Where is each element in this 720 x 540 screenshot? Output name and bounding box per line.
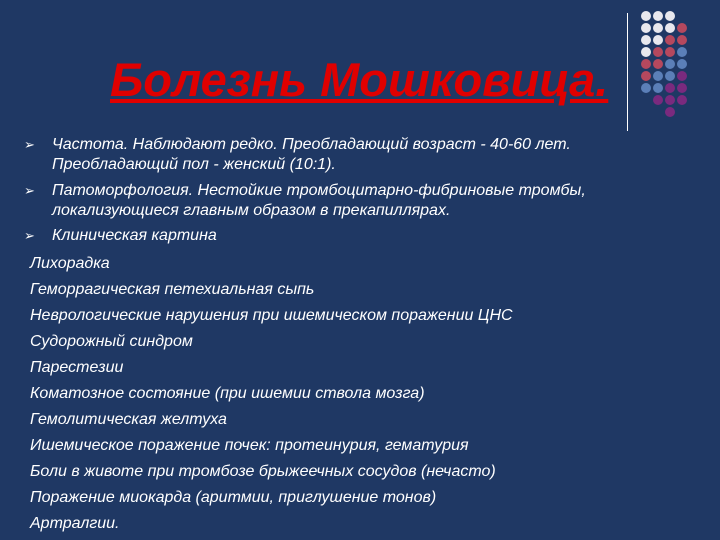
decorative-dot — [641, 59, 651, 69]
decorative-dot — [677, 23, 687, 33]
decorative-dot — [653, 47, 663, 57]
decorative-dot — [665, 95, 675, 105]
decorative-dot — [665, 59, 675, 69]
decorative-dot — [665, 35, 675, 45]
decorative-dot — [653, 83, 663, 93]
decorative-dot — [665, 107, 675, 117]
decorative-dot — [665, 23, 675, 33]
decorative-dot — [641, 11, 651, 21]
decorative-dot — [677, 59, 687, 69]
decorative-dot — [665, 47, 675, 57]
list-line: Парестезии — [30, 359, 124, 376]
decorative-dot — [677, 83, 687, 93]
decorative-dot-grid — [641, 11, 720, 121]
decorative-dot — [641, 23, 651, 33]
decorative-dot — [641, 35, 651, 45]
list-line: Геморрагическая петехиальная сыпь — [30, 281, 315, 298]
decorative-dot — [653, 95, 663, 105]
decorative-dot — [653, 23, 663, 33]
slide-title: Болезнь Мошковица. — [110, 53, 609, 106]
arrow-bullet-icon: ➢ — [24, 228, 35, 243]
decorative-dot — [653, 11, 663, 21]
decorative-dot — [641, 47, 651, 57]
decorative-dot — [641, 71, 651, 81]
decorative-dot — [677, 35, 687, 45]
decorative-dot — [677, 47, 687, 57]
list-line: Коматозное состояние (при ишемии ствола мозга) — [30, 385, 425, 402]
bullet-item — [24, 181, 690, 221]
bullet-item — [24, 135, 690, 175]
decorative-dot — [653, 59, 663, 69]
decorative-dot — [665, 71, 675, 81]
decorative-dot — [677, 71, 687, 81]
list-line: Артралгии. — [30, 515, 120, 532]
decorative-dot — [665, 11, 675, 21]
bullet-text: Патоморфология. Нестойкие тромбоцитарно-фибриновые тромбы, локализующиеся главным образом в прекапиллярах. — [52, 182, 586, 219]
bullet-text: Клиническая картина — [52, 227, 217, 244]
decorative-dot — [653, 71, 663, 81]
bullet-item — [24, 226, 690, 246]
list-line: Гемолитическая желтуха — [30, 411, 227, 428]
arrow-bullet-icon: ➢ — [24, 183, 35, 198]
title-divider-line — [627, 13, 628, 131]
decorative-dot — [665, 83, 675, 93]
decorative-dot — [641, 83, 651, 93]
list-line: Поражение миокарда (аритмии, приглушение тонов) — [30, 489, 437, 506]
bullet-text: Частота. Наблюдают редко. Преобладающий возраст - 40-60 лет. Преобладающий пол - женский (10:1). — [52, 136, 571, 173]
list-line: Ишемическое поражение почек: протеинурия, гематурия — [30, 437, 469, 454]
decorative-dot — [677, 95, 687, 105]
list-line: Лихорадка — [30, 255, 110, 272]
arrow-bullet-icon: ➢ — [24, 137, 35, 152]
list-line: Неврологические нарушения при ишемическом поражении ЦНС — [30, 307, 513, 324]
list-line: Судорожный синдром — [30, 333, 193, 350]
slide-body — [24, 135, 690, 537]
decorative-dot — [653, 35, 663, 45]
list-line: Боли в животе при тромбозе брыжеечных сосудов (нечасто) — [30, 463, 496, 480]
